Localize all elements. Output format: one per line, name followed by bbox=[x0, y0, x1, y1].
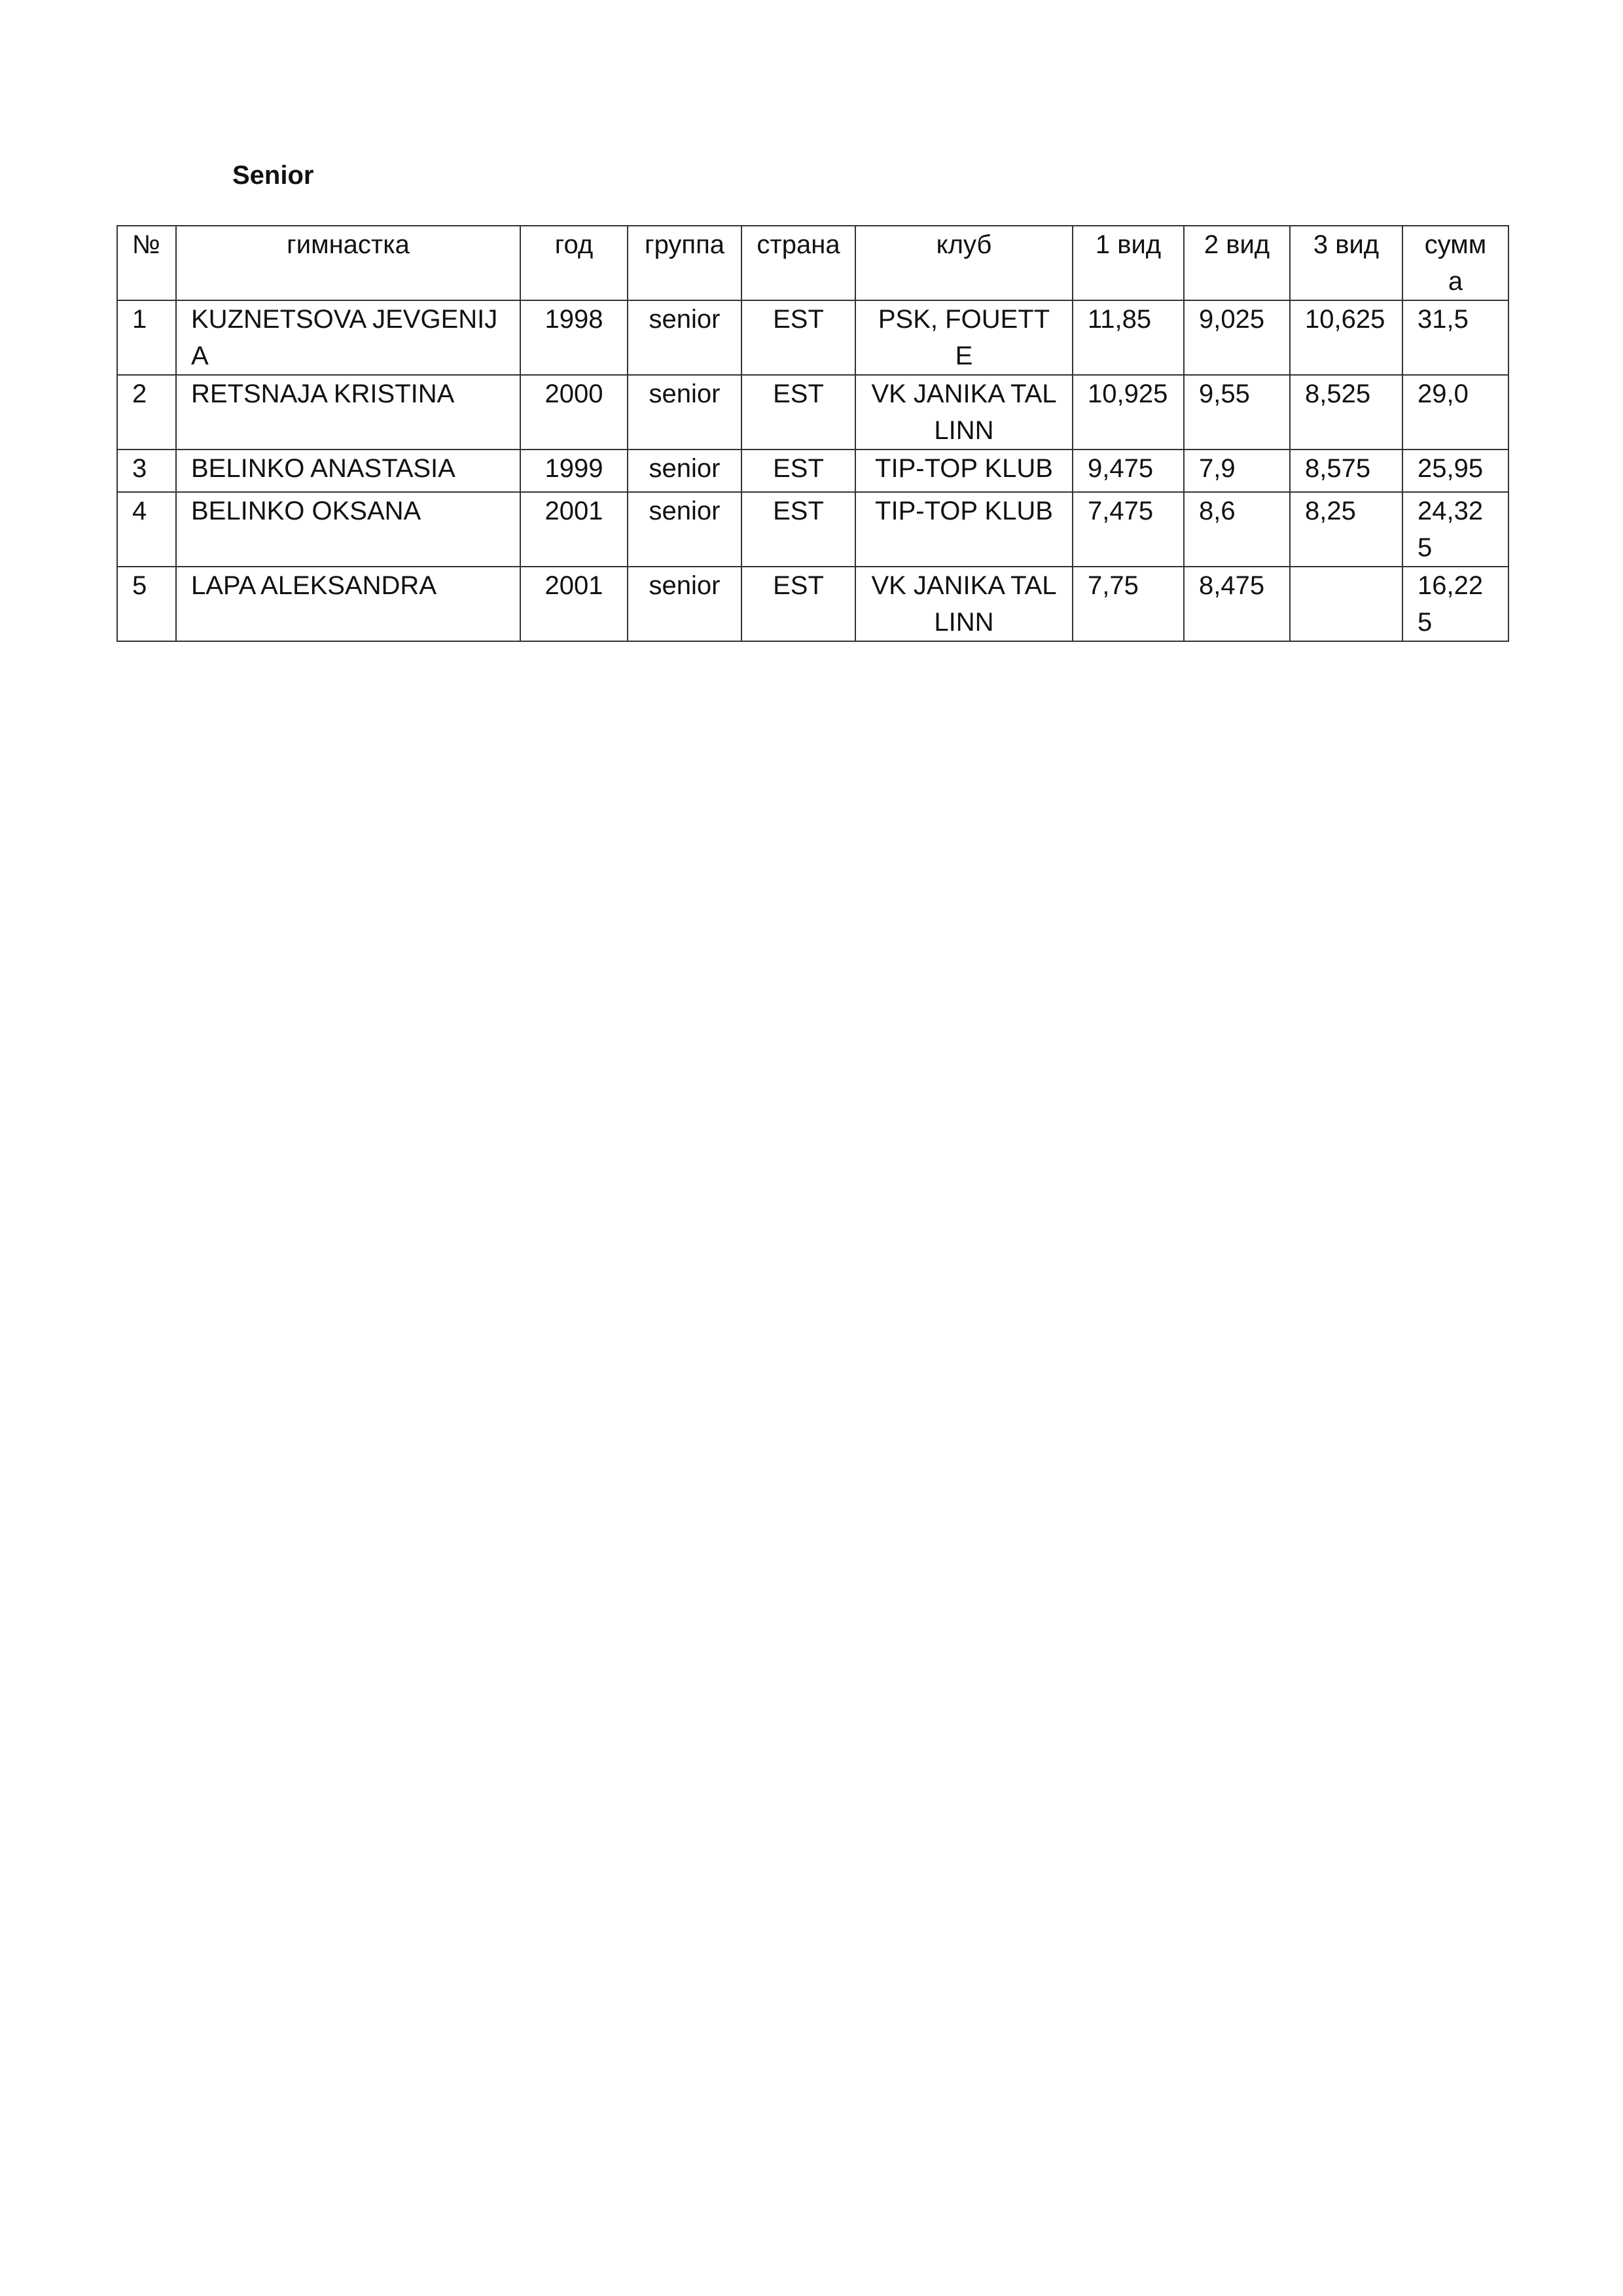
cell-club: VK JANIKA TALLINN bbox=[855, 567, 1073, 641]
header-group: группа bbox=[628, 226, 741, 300]
header-country: страна bbox=[741, 226, 855, 300]
cell-event3: 8,25 bbox=[1290, 492, 1402, 567]
header-event2: 2 вид bbox=[1184, 226, 1290, 300]
cell-year: 1998 bbox=[520, 300, 628, 375]
results-table bbox=[116, 225, 1509, 642]
cell-event1: 9,475 bbox=[1073, 450, 1184, 492]
cell-total: 31,5 bbox=[1402, 300, 1508, 375]
cell-total: 29,0 bbox=[1402, 375, 1508, 450]
cell-gymnast: BELINKO OKSANA bbox=[176, 492, 520, 567]
cell-year: 1999 bbox=[520, 450, 628, 492]
cell-no: 3 bbox=[117, 450, 176, 492]
cell-event3: 8,575 bbox=[1290, 450, 1402, 492]
header-club: клуб bbox=[855, 226, 1073, 300]
cell-event3 bbox=[1290, 567, 1402, 641]
header-gymnast: гимнастка bbox=[176, 226, 520, 300]
cell-event2: 8,6 bbox=[1184, 492, 1290, 567]
cell-country: EST bbox=[741, 492, 855, 567]
cell-gymnast: KUZNETSOVA JEVGENIJA bbox=[176, 300, 520, 375]
header-year: год bbox=[520, 226, 628, 300]
cell-country: EST bbox=[741, 375, 855, 450]
cell-club: VK JANIKA TALLINN bbox=[855, 375, 1073, 450]
cell-event3: 10,625 bbox=[1290, 300, 1402, 375]
table-row bbox=[117, 492, 1508, 567]
cell-event2: 9,025 bbox=[1184, 300, 1290, 375]
cell-group: senior bbox=[628, 450, 741, 492]
table-row bbox=[117, 300, 1508, 375]
cell-gymnast: BELINKO ANASTASIA bbox=[176, 450, 520, 492]
cell-gymnast: RETSNAJA KRISTINA bbox=[176, 375, 520, 450]
header-no: № bbox=[117, 226, 176, 300]
cell-event2: 7,9 bbox=[1184, 450, 1290, 492]
cell-gymnast: LAPA ALEKSANDRA bbox=[176, 567, 520, 641]
cell-event1: 7,475 bbox=[1073, 492, 1184, 567]
cell-club: TIP-TOP KLUB bbox=[855, 492, 1073, 567]
cell-group: senior bbox=[628, 375, 741, 450]
cell-country: EST bbox=[741, 300, 855, 375]
cell-event3: 8,525 bbox=[1290, 375, 1402, 450]
cell-no: 2 bbox=[117, 375, 176, 450]
table-row bbox=[117, 567, 1508, 641]
cell-event1: 7,75 bbox=[1073, 567, 1184, 641]
cell-no: 5 bbox=[117, 567, 176, 641]
section-title: Senior bbox=[232, 161, 314, 190]
cell-total: 16,225 bbox=[1402, 567, 1508, 641]
header-row bbox=[117, 226, 1508, 300]
cell-year: 2001 bbox=[520, 492, 628, 567]
cell-group: senior bbox=[628, 567, 741, 641]
header-event3: 3 вид bbox=[1290, 226, 1402, 300]
cell-no: 1 bbox=[117, 300, 176, 375]
cell-no: 4 bbox=[117, 492, 176, 567]
cell-country: EST bbox=[741, 450, 855, 492]
table-row bbox=[117, 375, 1508, 450]
cell-club: TIP-TOP KLUB bbox=[855, 450, 1073, 492]
header-total: сумма bbox=[1402, 226, 1508, 300]
cell-event1: 11,85 bbox=[1073, 300, 1184, 375]
cell-year: 2001 bbox=[520, 567, 628, 641]
cell-club: PSK, FOUETTE bbox=[855, 300, 1073, 375]
cell-event1: 10,925 bbox=[1073, 375, 1184, 450]
cell-group: senior bbox=[628, 300, 741, 375]
cell-group: senior bbox=[628, 492, 741, 567]
table-row bbox=[117, 450, 1508, 492]
header-event1: 1 вид bbox=[1073, 226, 1184, 300]
cell-event2: 8,475 bbox=[1184, 567, 1290, 641]
cell-total: 25,95 bbox=[1402, 450, 1508, 492]
cell-event2: 9,55 bbox=[1184, 375, 1290, 450]
cell-country: EST bbox=[741, 567, 855, 641]
cell-total: 24,325 bbox=[1402, 492, 1508, 567]
cell-year: 2000 bbox=[520, 375, 628, 450]
